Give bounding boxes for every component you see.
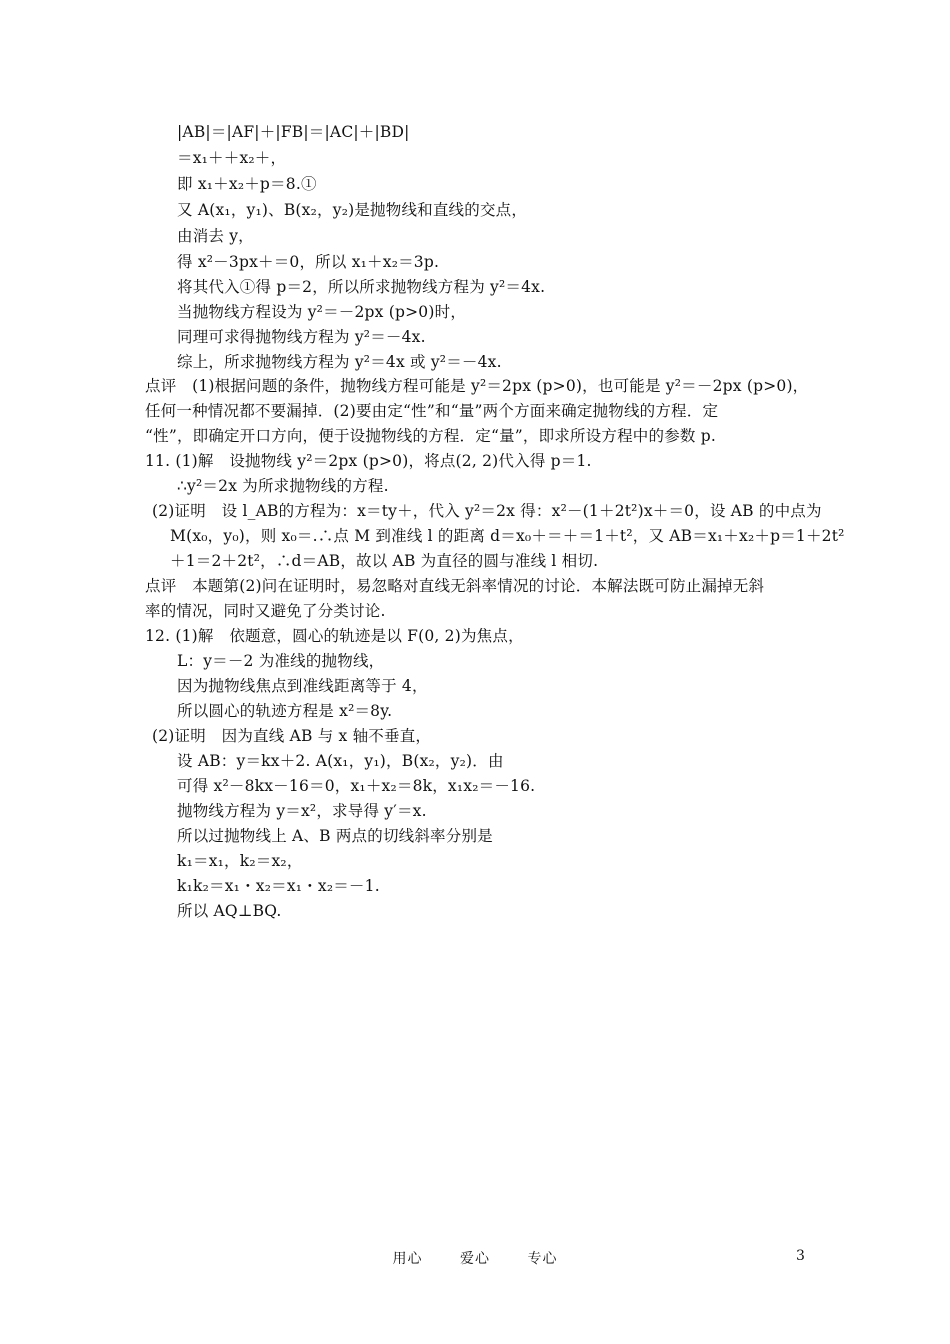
text-line: k₁k₂＝x₁・x₂＝x₁・x₂＝－1.	[177, 877, 380, 895]
text-line: ＋1＝2＋2t²，∴d＝AB，故以 AB 为直径的圆与准线 l 相切.	[170, 552, 599, 570]
problem-11-heading: 11. (1)解 设抛物线 y²＝2px (p>0)，将点(2, 2)代入得 p＝1.	[145, 452, 592, 470]
text-line: M(x₀，y₀)，则 x₀＝.∴点 M 到准线 l 的距离 d＝x₀＋＝＋＝1＋t²，又 AB＝x₁＋x₂＋p＝1＋2t²	[170, 527, 845, 545]
text-line: 又 A(x₁，y₁)、B(x₂，y₂)是抛物线和直线的交点，	[177, 201, 528, 219]
footer-item: 爱心	[460, 1251, 490, 1267]
text-line: ＝x₁＋＋x₂＋，	[177, 149, 287, 167]
comment-line: 点评 本题第(2)问在证明时，易忽略对直线无斜率情况的讨论．本解法既可防止漏掉无斜	[145, 577, 765, 595]
comment-line: “性”，即确定开口方向，便于设抛物线的方程．定“量”，即求所设方程中的参数 p.	[145, 427, 716, 445]
comment-line: 任何一种情况都不要漏掉．(2)要由定“性”和“量”两个方面来确定抛物线的方程．定	[145, 402, 719, 420]
text-line: ∴y²＝2x 为所求抛物线的方程.	[177, 477, 389, 495]
text-line: 当抛物线方程设为 y²＝－2px (p>0)时，	[177, 303, 467, 321]
problem-12-heading: 12. (1)解 依题意，圆心的轨迹是以 F(0, 2)为焦点，	[145, 627, 524, 645]
text-line: |AB|＝|AF|＋|FB|＝|AC|＋|BD|	[177, 123, 410, 141]
text-line: 将其代入①得 p＝2，所以所求抛物线方程为 y²＝4x.	[177, 278, 546, 296]
text-line: 所以 AQ⊥BQ.	[177, 902, 282, 920]
text-line: 抛物线方程为 y＝x²，求导得 y′＝x.	[177, 802, 427, 820]
text-line: 综上，所求抛物线方程为 y²＝4x 或 y²＝－4x.	[177, 353, 502, 371]
comment-line: 点评 (1)根据问题的条件，抛物线方程可能是 y²＝2px (p>0)，也可能是 y²＝－2px (p>0)，	[145, 377, 809, 395]
page-footer	[0, 1248, 950, 1268]
footer-item: 专心	[527, 1251, 558, 1267]
text-line: (2)证明 因为直线 AB 与 x 轴不垂直，	[152, 727, 432, 745]
text-line: 即 x₁＋x₂＋p＝8.①	[177, 175, 317, 193]
text-line: 同理可求得抛物线方程为 y²＝－4x.	[177, 328, 426, 346]
text-line: 设 AB：y＝kx＋2. A(x₁，y₁)，B(x₂，y₂)．由	[177, 752, 504, 770]
text-line: (2)证明 设 l_AB的方程为：x＝ty＋，代入 y²＝2x 得：x²－(1＋2t²)x＋＝0，设 AB 的中点为	[152, 502, 822, 520]
text-line: 得 x²－3px＋＝0，所以 x₁＋x₂＝3p.	[177, 253, 440, 271]
text-line: 因为抛物线焦点到准线距离等于 4，	[177, 677, 428, 695]
text-line: L：y＝－2 为准线的抛物线，	[177, 652, 385, 670]
page-number: 3	[796, 1248, 805, 1264]
text-line: 可得 x²－8kx－16＝0，x₁＋x₂＝8k，x₁x₂＝－16.	[177, 777, 536, 795]
text-line: k₁＝x₁，k₂＝x₂，	[177, 852, 303, 870]
text-line: 所以圆心的轨迹方程是 x²＝8y.	[177, 702, 393, 720]
footer-item: 用心	[392, 1251, 423, 1267]
text-line: 由消去 y，	[177, 227, 254, 245]
comment-line: 率的情况，同时又避免了分类讨论.	[145, 602, 386, 620]
text-line: 所以过抛物线上 A、B 两点的切线斜率分别是	[177, 827, 493, 845]
